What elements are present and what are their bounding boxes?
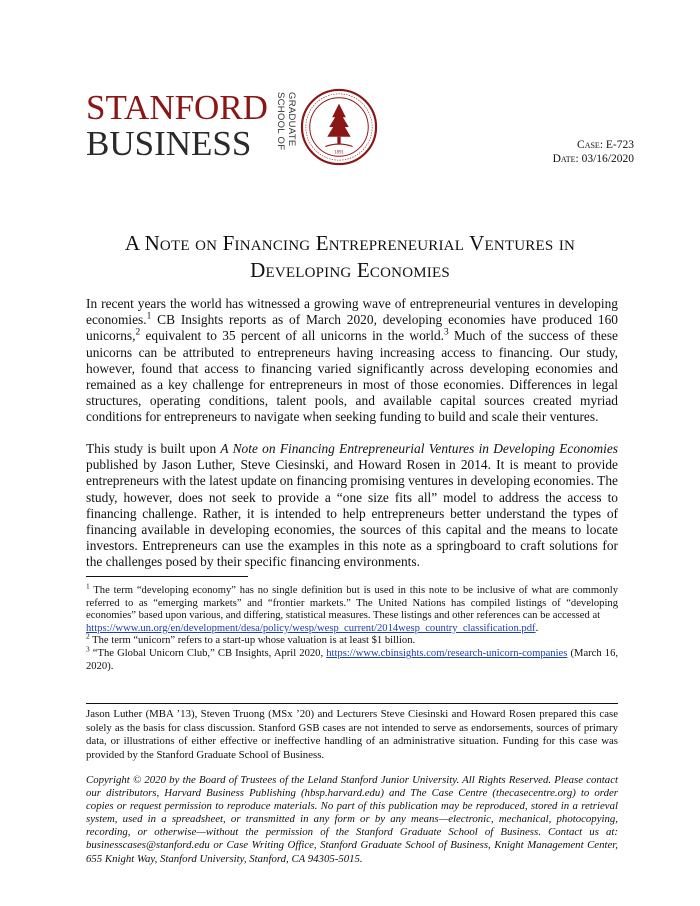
footnote-3-end: (March 16, 2020). <box>86 647 619 672</box>
footnote-1 <box>86 581 618 635</box>
un-classification-link[interactable]: https://www.un.org/en/development/desa/policy/wesp/wesp_current/2014wesp_country_classification.pdf <box>86 622 536 634</box>
footnote-separator <box>86 576 248 577</box>
p2-text-b: published by Jason Luther, Steve Ciesinski, and Howard Rosen in 2014. It is meant to provide entrepreneurs with the latest update on financing promising ventures in developing economies. The study, however, does not seek to provide a “one size fits all” model to address the access to financing challenge. Rather, it is intended to help entrepreneurs better understand the types of financing available in developing economies, the sources of this capital and the means to locate investors. Entrepreneurs can use the examples in this note as a springboard to craft solutions for the challenges posed by their specific financing environments. <box>86 457 618 570</box>
p1-text-c: equivalent to 35 percent of all unicorns in the world. <box>140 328 445 344</box>
footnote-ref-1[interactable]: 1 <box>146 311 152 322</box>
footnote-3 <box>86 644 619 673</box>
case-label: Case: <box>577 139 604 151</box>
footnote-2 <box>86 631 618 648</box>
footnote-1-text: The term “developing economy” has no single definition but is used in this note to be inclusive of what are commonly referred to as “emerging markets” and “frontier markets.” The United Nations has compiled listings of “developing economies” based upon various, and differing, statistical measures. These listings and other references can be accessed at <box>86 585 618 622</box>
footnote-3-number: 3 <box>86 644 90 654</box>
footnote-1-end: . <box>535 622 539 634</box>
paragraph-1 <box>86 296 618 426</box>
stanford-seal-icon <box>300 88 378 166</box>
footnote-ref-3[interactable]: 3 <box>444 327 449 338</box>
date-label: Date: <box>552 153 579 165</box>
footnote-1-number: 1 <box>86 581 90 591</box>
logo-stanford-word: STANFORD <box>86 88 268 127</box>
document-title <box>40 230 660 284</box>
case-number: E-723 <box>605 139 634 151</box>
case-info <box>553 138 634 166</box>
footnote-3-text: “The Global Unicorn Club,” CB Insights, April 2020, <box>89 647 327 659</box>
case-date: 03/16/2020 <box>581 153 634 165</box>
logo-business-word: BUSINESS <box>86 124 252 163</box>
p1-text-a: In recent years the world has witnessed a growing wave of entrepreneurial ventures in developing economies. <box>86 296 618 328</box>
paragraph-2 <box>86 441 618 571</box>
p2-text-a: This study is built upon <box>86 441 221 456</box>
seal-year: 1891 <box>334 150 344 156</box>
footnote-2-number: 2 <box>86 631 90 641</box>
authors-note: Jason Luther (MBA ’13), Steven Truong (MSx ’20) and Lecturers Steve Ciesinski and Howard Rosen prepared this case solely as the basis for class discussion. Stanford GSB cases are not intended to serve as endorsements, sources of primary data, or illustrations of either effective or ineffective handling of an administrative situation. Funding for this case was provided by the Stanford Graduate School of Business. <box>86 708 618 761</box>
copyright-notice: Copyright © 2020 by the Board of Trustees of the Leland Stanford Junior University. All Rights Reserved. Please contact our distributors, Harvard Business Publishing (hbsp.harvard.edu) and The Case Centre (thecasecentre.org) to order copies or request permission to reproduce materials. No part of this publication may be reproduced, stored in a retrieval system, used in a spreadsheet, or transmitted in any form or by any means—electronic, mechanical, photocopying, recording, or otherwise—without the permission of the Stanford Graduate School of Business. Contact us at: businesscases@stanford.edu or Case Writing Office, Stanford Graduate School of Business, Knight Management Center, 655 Knight Way, Stanford University, Stanford, CA 94305-5015. <box>86 774 618 865</box>
title-line-1: A Note on Financing Entrepreneurial Ventures in <box>124 231 576 255</box>
p1-text-b: CB Insights reports as of March 2020, developing economies have produced 160 unicorns, <box>86 312 618 344</box>
footnotes <box>86 581 619 673</box>
logo-vertical-graduate: GRADUATE <box>286 92 297 147</box>
footnote-ref-2[interactable]: 2 <box>135 327 141 338</box>
p2-cited-title: A Note on Financing Entrepreneurial Ventures in Developing Economies <box>220 441 618 456</box>
title-line-2: Developing Economies <box>250 258 450 282</box>
authors-separator <box>86 703 618 704</box>
p1-text-d: Much of the success of these unicorns can be attributed to entrepreneurs having increasing access to financing. Our study, however, found that access to financing varied significantly across developing economies and remained as a key challenge for entrepreneurs in most of those economies. Differences in legal structures, operating conditions, talent pools, and available capital sources created myriad conditions for entrepreneurs to navigate when seeking funding to build and scale their ventures. <box>86 328 618 425</box>
footnote-2-text: The term “unicorn” refers to a start-up whose valuation is at least $1 billion. <box>89 635 416 647</box>
cbinsights-unicorn-link[interactable]: https://www.cbinsights.com/research-unicorn-companies <box>326 647 568 659</box>
logo-vertical-school-of: SCHOOL OF <box>275 92 286 151</box>
